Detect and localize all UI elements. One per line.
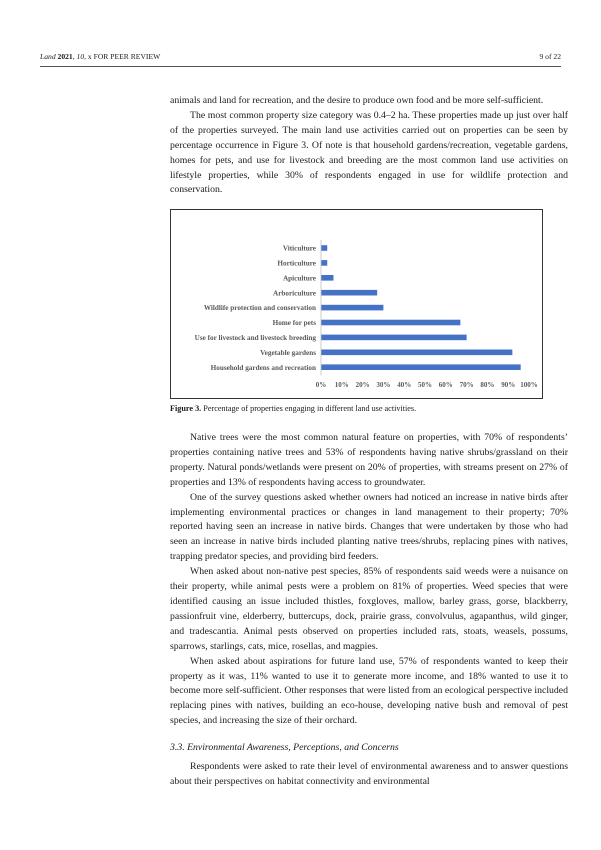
bar	[321, 305, 383, 311]
section-heading: 3.3. Environmental Awareness, Perceptions, and Concerns	[170, 742, 399, 753]
journal-name: Land	[40, 52, 56, 61]
body-text-top	[170, 94, 568, 198]
category-label: Home for pets	[272, 319, 316, 328]
bar	[321, 350, 512, 356]
category-label: Horticulture	[277, 259, 316, 268]
journal-citation: Land 2021, 10, x FOR PEER REVIEW	[40, 52, 161, 61]
paragraph: The most common property size category was 0.4–2 ha. These properties made up just over half of the properties surveyed. The main land use activities carried out on properties can be seen by percentage occurrence in Figure 3. Of note is that household gardens/recreation, vegetable gardens, homes for pets, and use for livestock and breeding are the most common land use activities on lifestyle properties, while 30% of respondents engaged in use for wildlife protection and conservation.	[170, 109, 568, 196]
x-tick-label: 60%	[438, 381, 453, 390]
paragraph: One of the survey questions asked whether owners had noticed an increase in native birds after implementing environmental practices or changes in land management to their property; 70% reported having seen an increase in native birds. Changes that were undertaken by those who had seen an increase in native birds included planting native trees/shrubs, replacing pines with natives, trapping predator species, and providing bird feeders.	[170, 491, 568, 563]
x-tick-label: 80%	[480, 381, 495, 390]
bar	[321, 245, 327, 251]
x-tick-label: 90%	[501, 381, 516, 390]
bar	[321, 260, 327, 266]
category-label: Arboriculture	[273, 289, 316, 298]
bar	[321, 364, 521, 370]
journal-year: 2021	[57, 52, 73, 61]
bar	[321, 320, 460, 326]
category-label: Viticulture	[282, 244, 316, 253]
header-rule	[40, 66, 561, 67]
body-text-bottom	[170, 431, 568, 729]
paragraph: Native trees were the most common natural feature on properties, with 70% of respondents’ properties containing native trees and 53% of respondents having native shrubs/grassland on their property. Natural ponds/wetlands were present on 20% of properties, with streams present on 27% of properties and 13% of respondents having access to groundwater.	[170, 432, 568, 488]
x-tick-label: 0%	[315, 381, 327, 390]
x-tick-label: 70%	[459, 381, 474, 390]
total-pages: 22	[553, 52, 561, 61]
category-label: Apiculture	[282, 274, 316, 283]
page-number	[539, 52, 561, 61]
caption-label: Figure 3.	[170, 404, 202, 413]
x-tick-label: 10%	[334, 381, 349, 390]
paragraph: animals and land for recreation, and the desire to produce own food and be more self-sufficient.	[170, 95, 544, 106]
bar-chart	[171, 210, 542, 398]
journal-volume: 10	[76, 52, 85, 61]
bar	[321, 335, 467, 341]
page-of-label: of	[545, 52, 552, 61]
caption-text: Percentage of properties engaging in different land use activities.	[201, 404, 417, 413]
current-page: 9	[539, 52, 544, 61]
category-label: Vegetable gardens	[260, 348, 316, 357]
category-label: Use for livestock and livestock breeding	[194, 334, 316, 342]
body-text-end	[170, 760, 568, 790]
x-tick-label: 30%	[376, 381, 391, 390]
x-tick-label: 40%	[397, 381, 412, 390]
running-header	[40, 52, 561, 61]
x-tick-label: 50%	[418, 381, 432, 390]
x-tick-label: 100%	[520, 381, 538, 390]
bar	[321, 275, 333, 281]
category-label: Wildlife protection and conservation	[203, 304, 316, 313]
review-label: , x FOR PEER REVIEW	[84, 52, 161, 61]
figure-caption	[170, 404, 568, 413]
paragraph: When asked about aspirations for future land use, 57% of respondents wanted to keep their property as it was, 11% wanted to use it to generate more income, and 18% wanted to use it to become more self-sufficient. Other responses that were listed from an ecological perspective included replacing pines with natives, building an eco-house, developing native bush and removal of pest species, and increasing the size of their orchard.	[170, 655, 568, 727]
category-label: Household gardens and recreation	[210, 363, 316, 372]
x-tick-label: 20%	[355, 381, 370, 390]
figure-3-chart	[170, 209, 543, 399]
paragraph: When asked about non-native pest species, 85% of respondents said weeds were a nuisance on their property, while animal pests were a problem on 81% of properties. Weed species that were identified causing an issue included thistles, foxgloves, mallow, barley grass, gorse, blackberry, passionfruit vine, elderberry, buttercups, dock, prairie grass, convolvulus, agapanthus, wild ginger, and tradescantia. Animal pests observed on properties included rats, stoats, weasels, possums, sparrows, starlings, cats, mice, rosellas, and magpies.	[170, 566, 568, 652]
paragraph: Respondents were asked to rate their level of environmental awareness and to answer questions about their perspectives on habitat connectivity and environmental	[170, 761, 568, 787]
bar	[321, 290, 377, 296]
